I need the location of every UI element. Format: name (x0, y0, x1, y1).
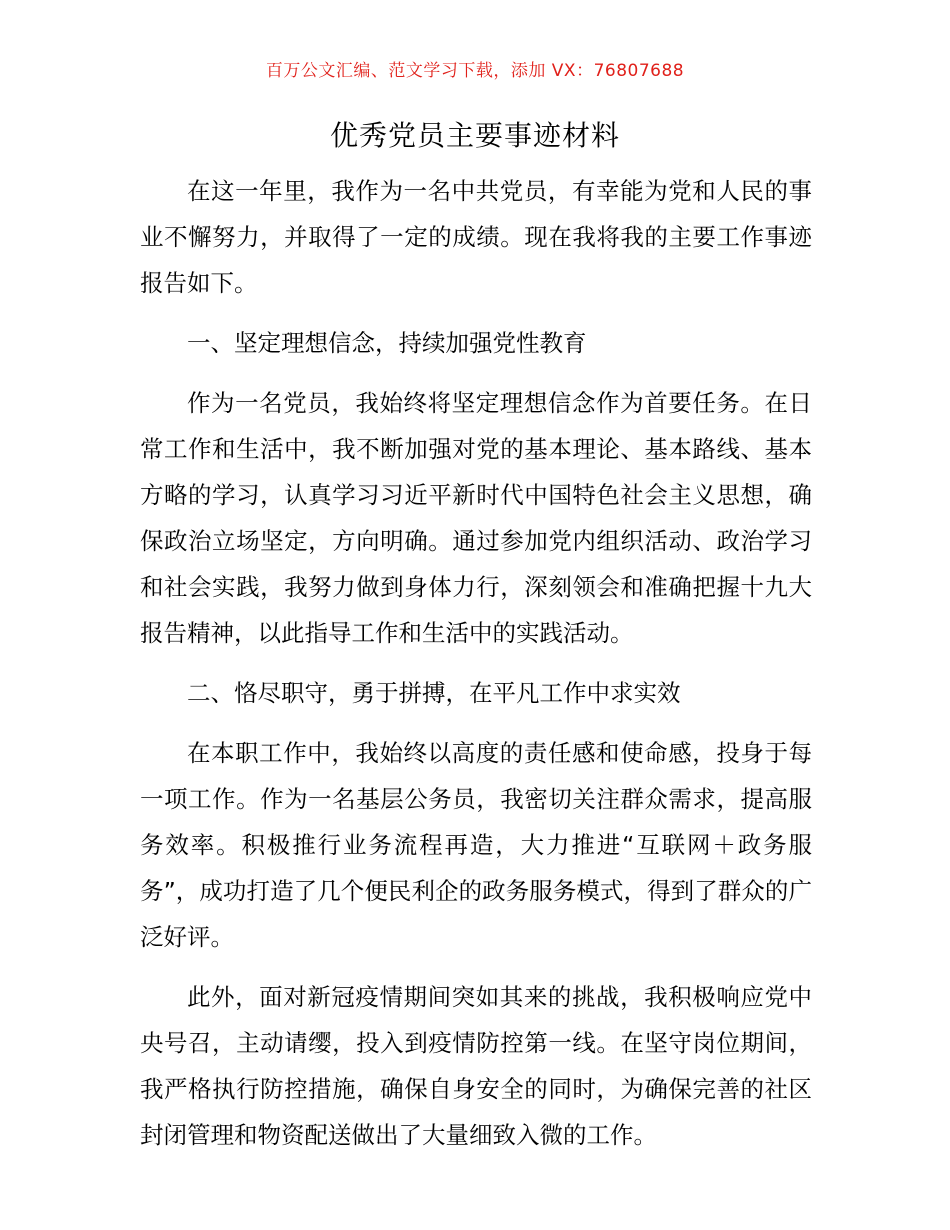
section-2-paragraph-2: 此外，面对新冠疫情期间突如其来的挑战，我积极响应党中央号召，主动请缨，投入到疫情防控第一线。在坚守岗位期间，我严格执行防控措施，确保自身安全的同时，为确保完善的社区封闭管理和物资配送做出了大量细致入微的工作。 (140, 983, 812, 1149)
document-title: 优秀党员主要事迹材料 (329, 119, 620, 152)
section-2-paragraph-1: 在本职工作中，我始终以高度的责任感和使命感，投身于每一项工作。作为一名基层公务员，我密切关注群众需求，提高服务效率。积极推行业务流程再造，大力推进“互联网＋政务服务”，成功打造了几个便民利企的政务服务模式，得到了群众的广泛好评。 (140, 739, 812, 951)
intro-paragraph: 在这一年里，我作为一名中共党员，有幸能为党和人民的事业不懈努力，并取得了一定的成绩。现在我将我的主要工作事迹报告如下。 (140, 177, 812, 297)
document-body (140, 168, 812, 1172)
section-1-paragraph: 作为一名党员，我始终将坚定理想信念作为首要任务。在日常工作和生活中，我不断加强对党的基本理论、基本路线、基本方略的学习，认真学习习近平新时代中国特色社会主义思想，确保政治立场坚定，方向明确。通过参加党内组织活动、政治学习和社会实践，我努力做到身体力行，深刻领会和准确把握十九大报告精神，以此指导工作和生活中的实践活动。 (140, 389, 812, 647)
promo-header: 百万公文汇编、范文学习下载，添加 VX：76807688 (265, 61, 685, 81)
section-2-heading: 二、恪尽职守，勇于拼搏，在平凡工作中求实效 (187, 679, 681, 707)
section-1-heading: 一、坚定理想信念，持续加强党性教育 (187, 329, 587, 357)
